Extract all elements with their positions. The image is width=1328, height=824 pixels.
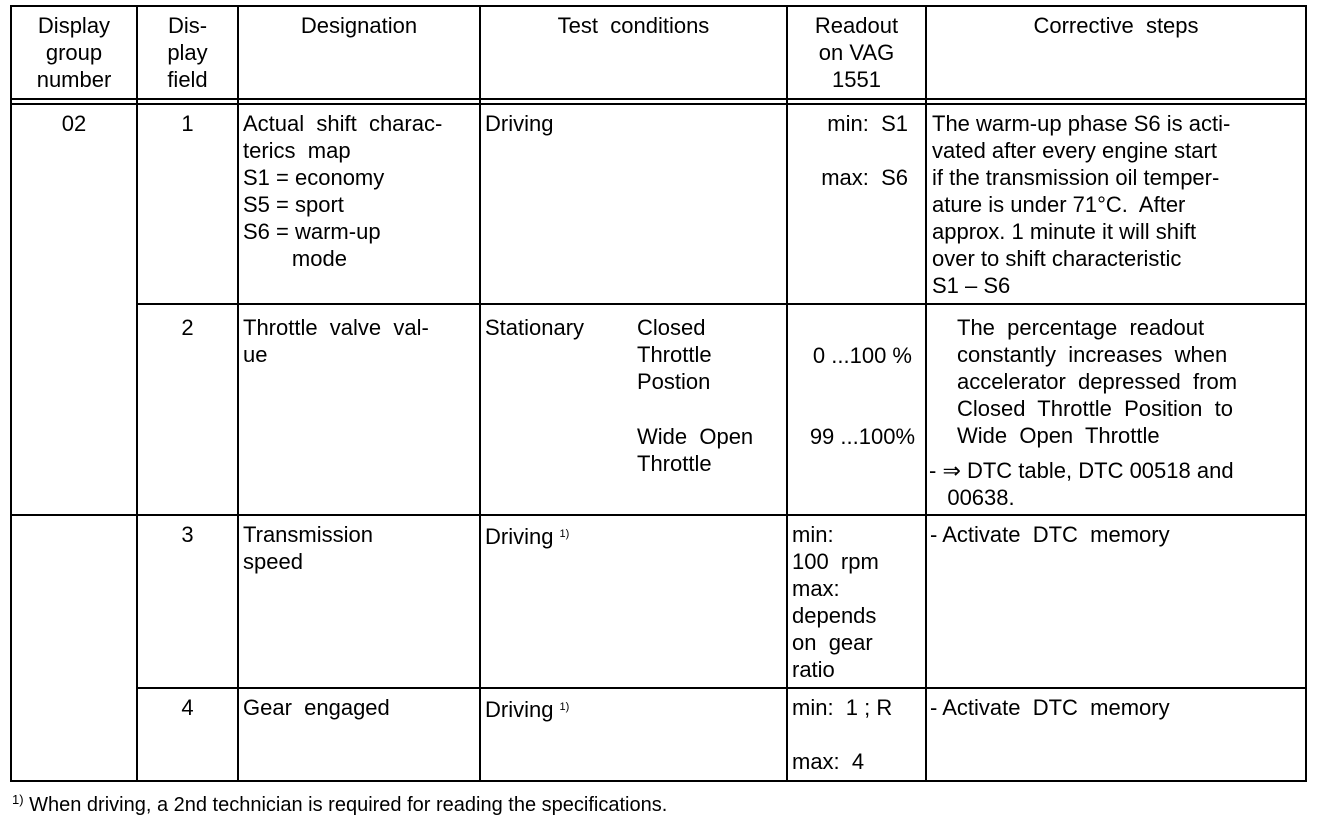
row4-field: 4	[181, 695, 194, 720]
row2-test-mode: Stationary	[485, 315, 585, 340]
col-divider-corrective	[925, 5, 927, 782]
row-divider-2-3	[10, 514, 1307, 516]
row3-field: 3	[181, 522, 194, 547]
row4-footnote-mark: 1)	[559, 701, 570, 713]
header-divider-2	[10, 103, 1307, 105]
header-group: Display group number	[36, 13, 112, 92]
row4-designation: Gear engaged	[243, 695, 390, 720]
row3-test-label: Driving	[485, 524, 554, 549]
footnote-mark: 1)	[12, 792, 24, 807]
row2-corrective: The percentage readout constantly increases when accelerator depressed from Closed Throttle Position to Wide Open Throttle	[957, 315, 1238, 448]
row4-readout-max: max: 4	[792, 749, 865, 774]
row4-corrective: - Activate DTC memory	[930, 695, 1170, 720]
header-field: Dis- play field	[167, 13, 208, 92]
table-border-right	[1305, 5, 1307, 782]
row1-corrective: The warm-up phase S6 is acti- vated after every engine start if the transmission oil temper- ature is under 71°C. After approx. 1 minute it will shift over to shift characteristic S1 – S6	[932, 111, 1231, 298]
row2-designation: Throttle valve val- ue	[243, 315, 429, 367]
row1-test: Driving	[485, 111, 554, 136]
row3-footnote-mark: 1)	[559, 528, 570, 540]
header-test: Test conditions	[557, 13, 710, 38]
row2-field: 2	[181, 315, 194, 340]
header-corrective: Corrective steps	[1033, 13, 1199, 38]
col-divider-test	[479, 5, 481, 782]
row1-readout-max: max: S6	[821, 165, 908, 190]
col-divider-designation	[237, 5, 239, 782]
row4-readout-min: min: 1 ; R	[792, 695, 893, 720]
row2-readout-closed: 0 ...100 %	[812, 343, 912, 368]
row2-readout-open: 99 ...100%	[809, 424, 915, 449]
row2-test-closed: Closed Throttle Postion	[637, 315, 712, 394]
footnote-text: When driving, a 2nd technician is required for reading the specifications.	[23, 794, 668, 816]
header-divider	[10, 98, 1307, 100]
row2-corrective-dtc: - ⇒ DTC table, DTC 00518 and 00638.	[929, 458, 1234, 510]
row1-designation: Actual shift charac- terics map S1 = economy S5 = sport S6 = warm-up mode	[243, 111, 443, 271]
table-border-top	[10, 5, 1307, 7]
row1-readout-min: min: S1	[827, 111, 908, 136]
row3-designation: Transmission speed	[243, 522, 373, 574]
table-border-bottom	[10, 780, 1307, 782]
row3-corrective: - Activate DTC memory	[930, 522, 1170, 547]
row1-group: 02	[61, 111, 87, 136]
row4-test	[485, 694, 569, 723]
row3-readout: min: 100 rpm max: depends on gear ratio	[792, 522, 879, 682]
row-divider-3-4	[137, 687, 1307, 689]
header-readout: Readout on VAG 1551	[814, 13, 899, 92]
row4-test-label: Driving	[485, 697, 554, 722]
footnote	[12, 787, 667, 818]
row1-field: 1	[181, 111, 194, 136]
row3-test	[485, 521, 569, 550]
header-designation: Designation	[300, 13, 418, 38]
row-divider-1-2	[137, 303, 1307, 305]
row2-test-open: Wide Open Throttle	[637, 424, 754, 476]
